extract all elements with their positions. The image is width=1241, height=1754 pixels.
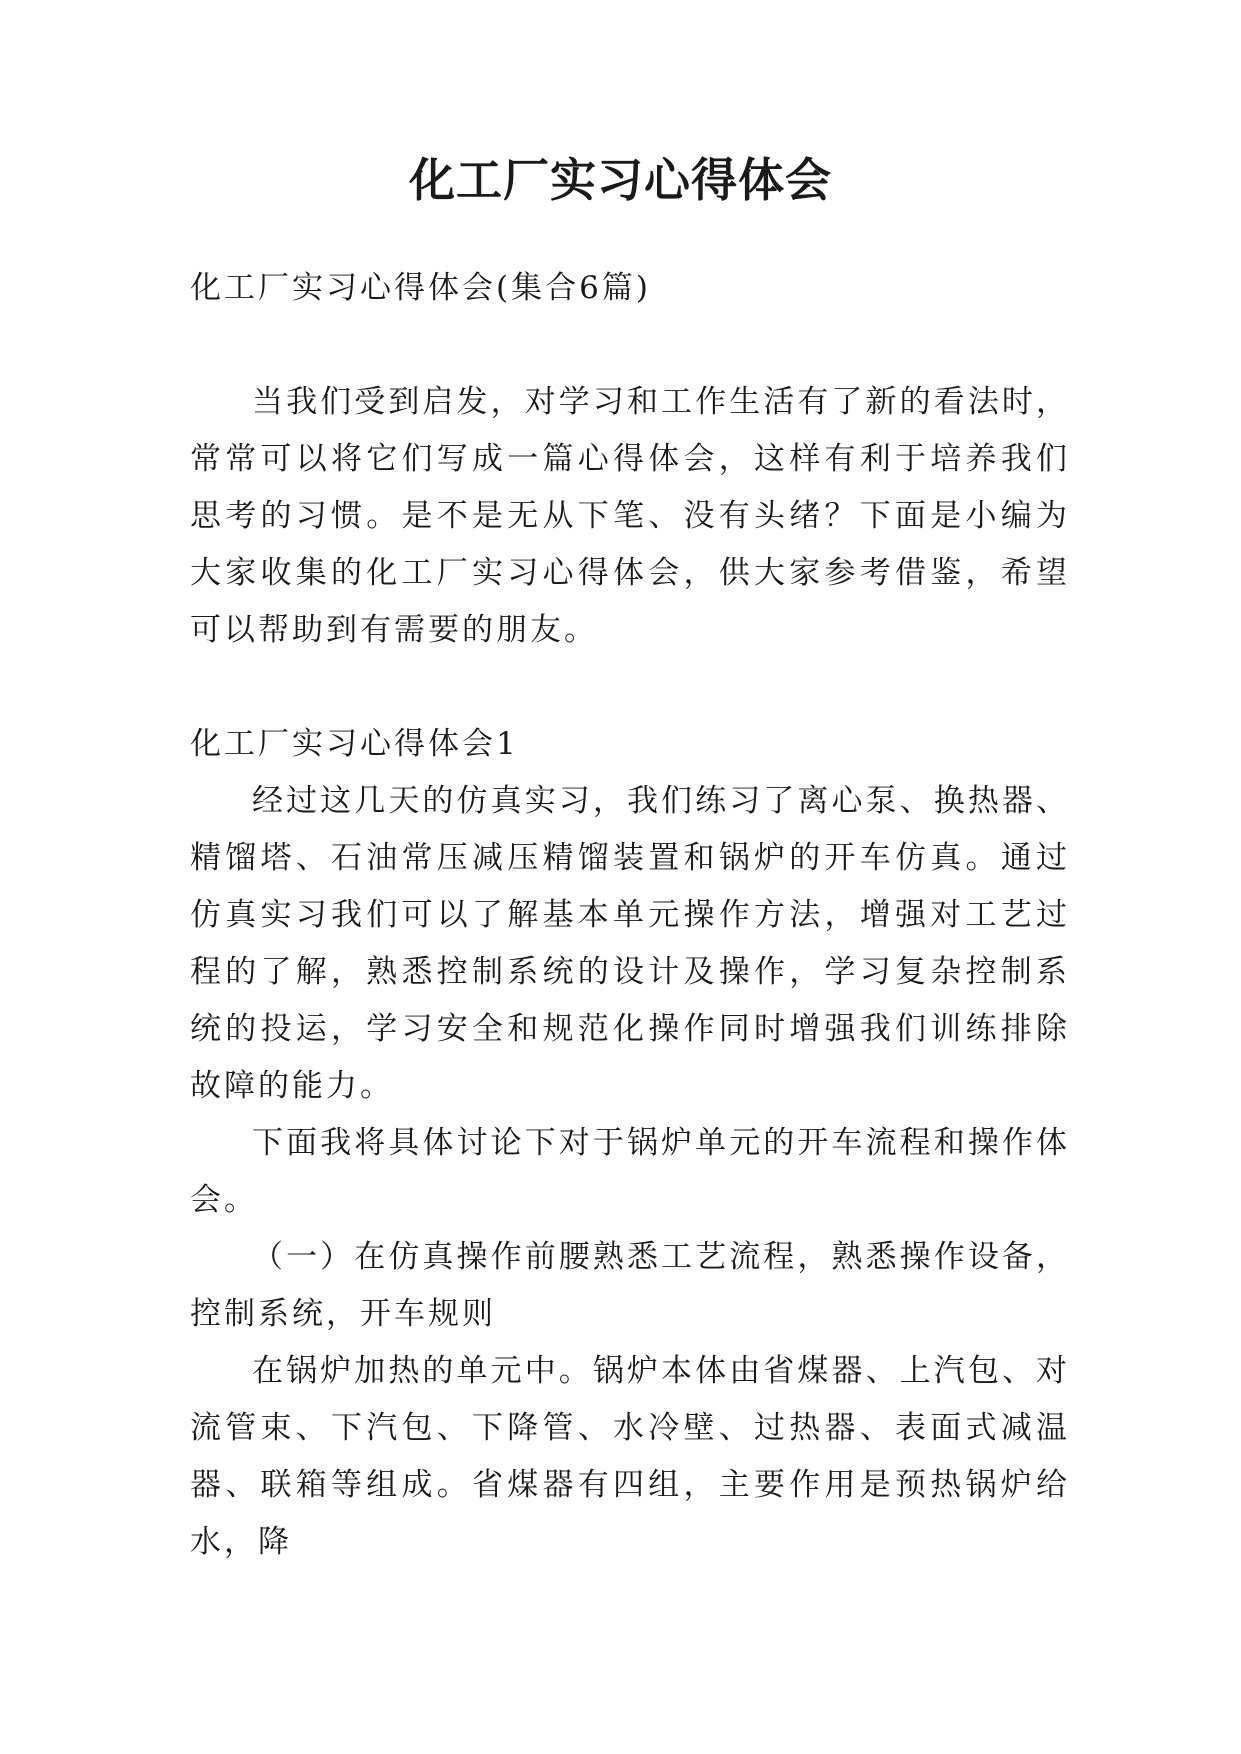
body-paragraph-2: 下面我将具体讨论下对于锅炉单元的开车流程和操作体会。 xyxy=(190,1125,1070,1218)
body-paragraph-3: （一）在仿真操作前腰熟悉工艺流程，熟悉操作设备，控制系统，开车规则 xyxy=(190,1239,1070,1332)
body-paragraph-4: 在锅炉加热的单元中。锅炉本体由省煤器、上汽包、对流管束、下汽包、下降管、水冷壁、过热器、表面式减温器、联箱等组成。省煤器有四组，主要作用是预热锅炉给水，降 xyxy=(190,1353,1070,1560)
document-subtitle: 化工厂实习心得体会(集合6篇) xyxy=(190,270,651,306)
document-body xyxy=(190,260,1070,1571)
section-heading: 化工厂实习心得体会1 xyxy=(190,726,519,762)
intro-paragraph: 当我们受到启发，对学习和工作生活有了新的看法时，常常可以将它们写成一篇心得体会，这样有利于培养我们思考的习惯。是不是无从下笔、没有头绪？下面是小编为大家收集的化工厂实习心得体会，供大家参考借鉴，希望可以帮助到有需要的朋友。 xyxy=(190,384,1070,648)
body-paragraph-1: 经过这几天的仿真实习，我们练习了离心泵、换热器、精馏塔、石油常压减压精馏装置和锅炉的开车仿真。通过仿真实习我们可以了解基本单元操作方法，增强对工艺过程的了解，熟悉控制系统的设计及操作，学习复杂控制系统的投运，学习安全和规范化操作同时增强我们训练排除故障的能力。 xyxy=(190,783,1070,1104)
document-title: 化工厂实习心得体会 xyxy=(409,153,832,207)
